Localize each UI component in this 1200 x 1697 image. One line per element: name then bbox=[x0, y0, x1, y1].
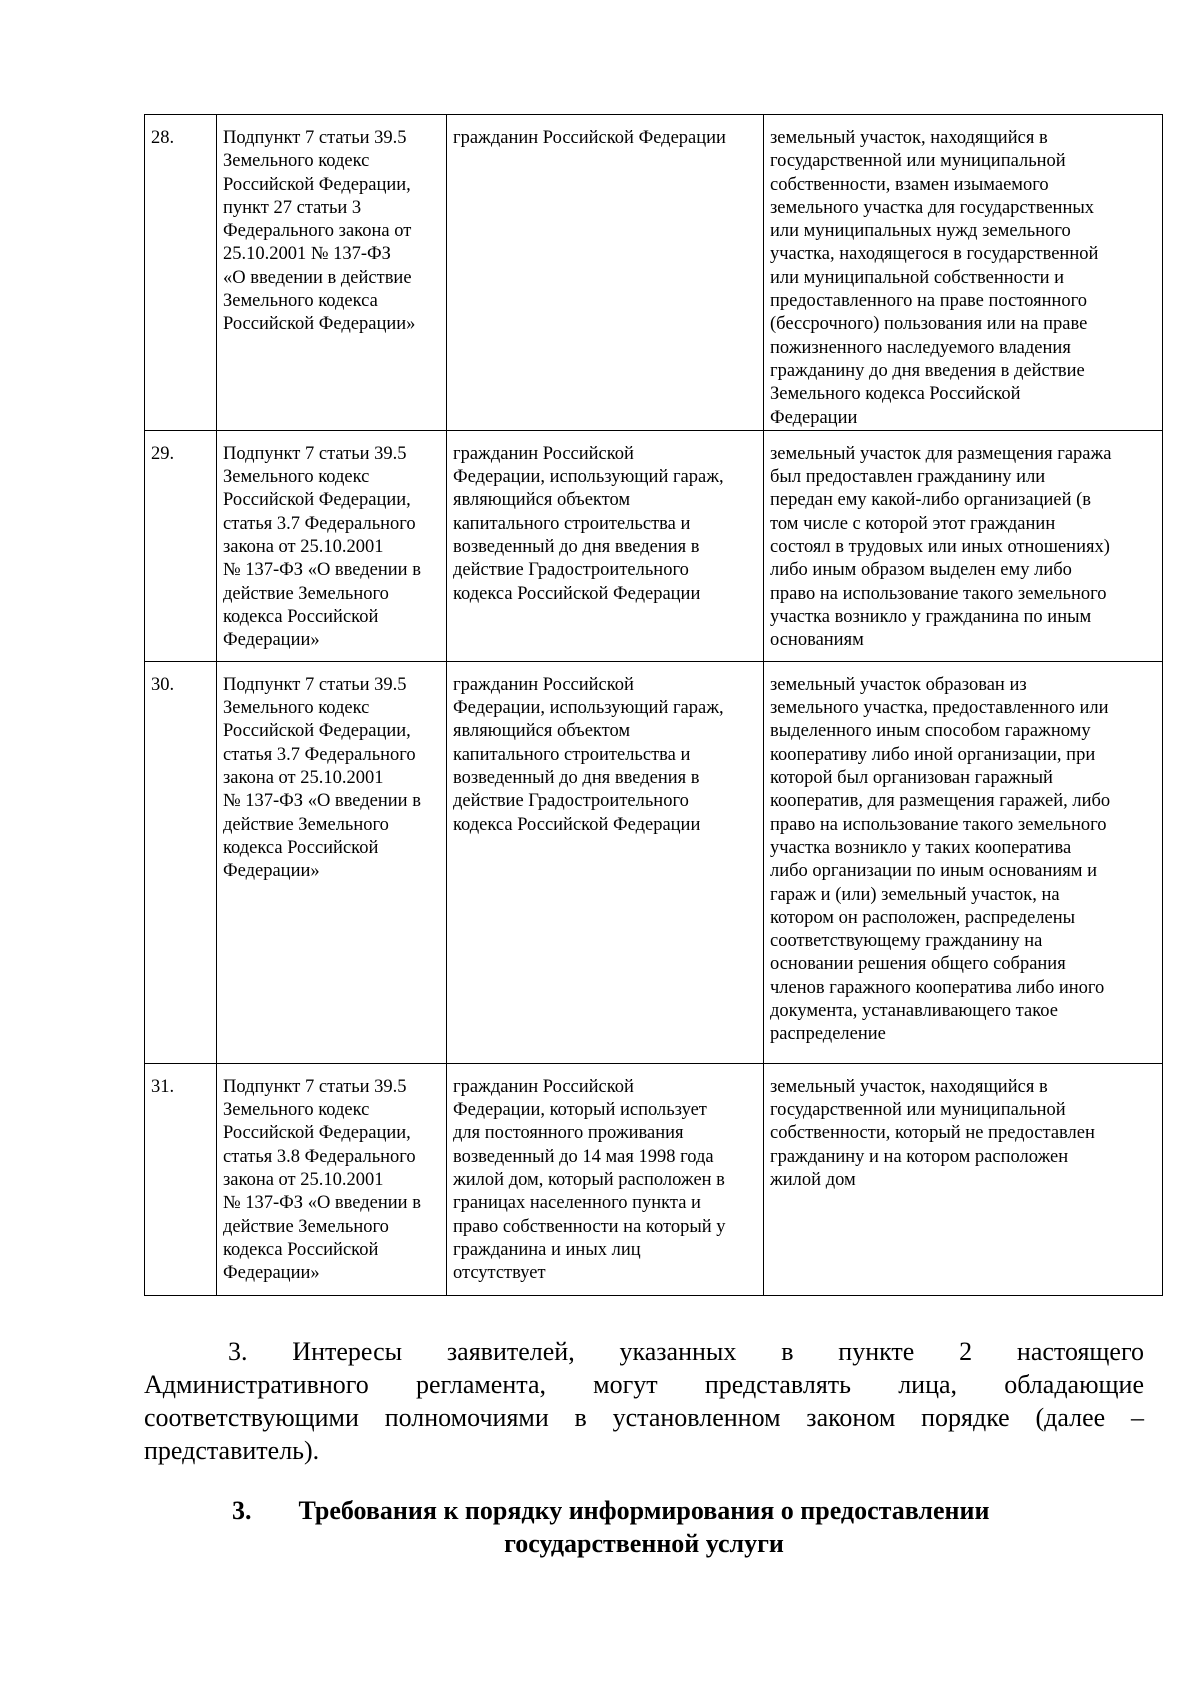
paragraph-body: Административного регламента, могут представлять лица, обладающие соответствующими полномочиями в установленном законом порядке (далее – представитель). bbox=[144, 1370, 1144, 1465]
section-heading bbox=[144, 1494, 1144, 1560]
row-number: 28. bbox=[145, 115, 217, 431]
row-number: 30. bbox=[145, 661, 217, 1063]
applicant-category-cell: гражданин Российской Федерации, который использует для постоянного проживания возведенный до 14 мая 1998 года жилой дом, который расположен в границах населенного пункта и право собственности на который у гражданина и иных лиц отсутствует bbox=[447, 1063, 764, 1295]
row-number: 31. bbox=[145, 1063, 217, 1295]
section-title-line-2: государственной услуги bbox=[504, 1529, 784, 1558]
legal-basis-cell: Подпункт 7 статьи 39.5 Земельного кодекс Российской Федерации, статья 3.8 Федерального закона от 25.10.2001 № 137-ФЗ «О введении в действие Земельного кодекса Российской Федерации» bbox=[217, 1063, 447, 1295]
section-number: 3. bbox=[232, 1496, 252, 1525]
applicant-category-cell: гражданин Российской Федерации bbox=[447, 115, 764, 431]
legal-basis-cell: Подпункт 7 статьи 39.5 Земельного кодекс Российской Федерации, статья 3.7 Федерального закона от 25.10.2001 № 137-ФЗ «О введении в действие Земельного кодекса Российской Федерации» bbox=[217, 661, 447, 1063]
table-row bbox=[145, 430, 1163, 661]
table-row bbox=[145, 661, 1163, 1063]
legal-basis-cell: Подпункт 7 статьи 39.5 Земельного кодекс Российской Федерации, пункт 27 статьи 3 Федерального закона от 25.10.2001 № 137-ФЗ «О введении в действие Земельного кодекса Российской Федерации» bbox=[217, 115, 447, 431]
table-row bbox=[145, 1063, 1163, 1295]
land-plot-condition-cell: земельный участок, находящийся в государственной или муниципальной собственности, который не предоставлен гражданину и на котором расположен жилой дом bbox=[764, 1063, 1163, 1295]
paragraph-first-line: 3. Интересы заявителей, указанных в пункте 2 настоящего bbox=[228, 1337, 1144, 1366]
applicants-table bbox=[144, 114, 1163, 1296]
row-number: 29. bbox=[145, 430, 217, 661]
land-plot-condition-cell: земельный участок образован из земельного участка, предоставленного или выделенного иным способом гаражному кооперативу либо иной организации, при которой был организован гаражный кооператив, для размещения гаражей, либо право на использование такого земельного участка возникло у таких кооператива либо организации по иным основаниям и гараж и (или) земельный участок, на котором он расположен, распределены соответствующему гражданину на основании решения общего собрания членов гаражного кооператива либо иного документа, устанавливающего такое распределение bbox=[764, 661, 1163, 1063]
applicant-category-cell: гражданин Российской Федерации, использующий гараж, являющийся объектом капитального строительства и возведенный до дня введения в действие Градостроительного кодекса Российской Федерации bbox=[447, 661, 764, 1063]
legal-basis-cell: Подпункт 7 статьи 39.5 Земельного кодекс Российской Федерации, статья 3.7 Федерального закона от 25.10.2001 № 137-ФЗ «О введении в действие Земельного кодекса Российской Федерации» bbox=[217, 430, 447, 661]
applicant-category-cell: гражданин Российской Федерации, использующий гараж, являющийся объектом капитального строительства и возведенный до дня введения в действие Градостроительного кодекса Российской Федерации bbox=[447, 430, 764, 661]
representatives-paragraph bbox=[144, 1335, 1144, 1467]
land-plot-condition-cell: земельный участок, находящийся в государственной или муниципальной собственности, взамен изымаемого земельного участка для государственных или муниципальных нужд земельного участка, находящегося в государственной или муниципальной собственности и предоставленного на праве постоянного (бессрочного) пользования или на праве пожизненного наследуемого владения гражданину до дня введения в действие Земельного кодекса Российской Федерации bbox=[764, 115, 1163, 431]
table-row bbox=[145, 115, 1163, 431]
section-title-line-1: Требования к порядку информирования о предоставлении bbox=[298, 1496, 990, 1525]
land-plot-condition-cell: земельный участок для размещения гаража был предоставлен гражданину или передан ему какой-либо организацией (в том числе с которой этот гражданин состоял в трудовых или иных отношениях) либо иным образом выделен ему либо право на использование такого земельного участка возникло у гражданина по иным основаниям bbox=[764, 430, 1163, 661]
